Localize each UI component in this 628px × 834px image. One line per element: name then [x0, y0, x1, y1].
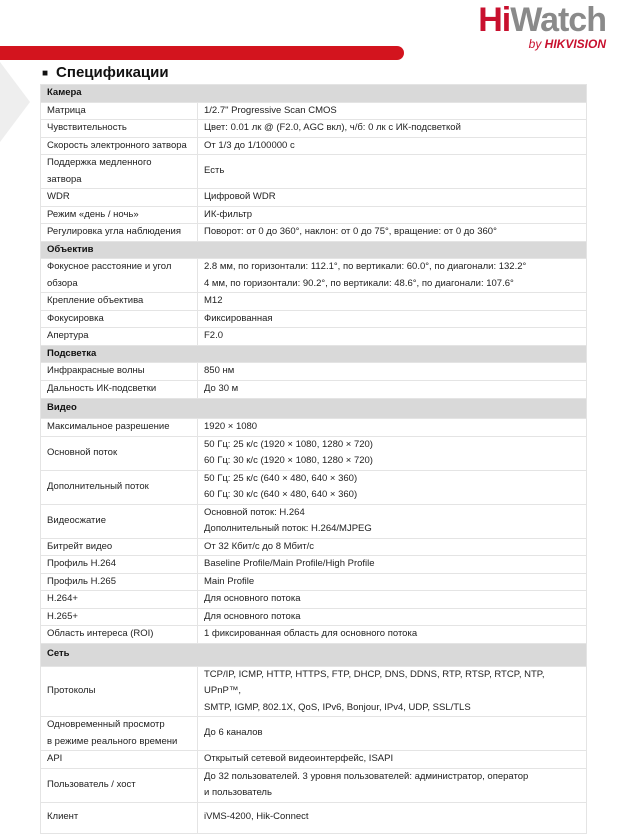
spec-name: Профиль H.264: [47, 558, 117, 569]
table-row: [41, 768, 587, 802]
spec-value-cell: [198, 538, 587, 556]
spec-value: 1/2.7" Progressive Scan CMOS: [204, 104, 337, 116]
section-title: Видео: [41, 398, 587, 418]
spec-name-cell: [41, 504, 198, 538]
table-row: [41, 591, 587, 609]
spec-value-cell: [198, 363, 587, 381]
section-header: [41, 398, 587, 418]
spec-name-cell: [41, 717, 198, 751]
spec-value-cell: [198, 328, 587, 346]
section-header: [41, 85, 587, 103]
spec-name: Фокусировка: [47, 312, 104, 324]
table-row: [41, 538, 587, 556]
spec-name: Фокусное расстояние и угол: [47, 261, 172, 272]
table-row: [41, 418, 587, 436]
spec-value: Для основного потока: [204, 593, 301, 604]
spec-value-cell: [198, 591, 587, 609]
spec-name: Дополнительный поток: [47, 480, 149, 492]
section-title: Камера: [41, 85, 587, 103]
spec-value-cell: [198, 259, 587, 293]
table-row: [41, 120, 587, 138]
watermark-shape: [0, 62, 30, 142]
spec-name: Крепление объектива: [47, 295, 144, 306]
spec-value: и пользователь: [204, 787, 272, 798]
spec-name-cell: [41, 573, 198, 591]
spec-name: H.264+: [47, 593, 78, 604]
spec-name-cell: [41, 538, 198, 556]
section-title: Объектив: [41, 241, 587, 259]
spec-value: 50 Гц: 25 к/с (640 × 480, 640 × 360): [204, 472, 358, 484]
spec-name-cell: [41, 137, 198, 155]
spec-name-cell: [41, 751, 198, 769]
spec-name-cell: [41, 380, 198, 398]
table-row: [41, 363, 587, 381]
section-header: [41, 345, 587, 363]
logo-watch: Watch: [510, 1, 606, 39]
spec-value: 2.8 мм, по горизонтали: 112.1°, по вертикали: 60.0°, по диагонали: 132.2°: [204, 261, 527, 272]
spec-name-cell: [41, 608, 198, 626]
spec-value-cell: [198, 666, 587, 717]
spec-name-cell: [41, 224, 198, 242]
table-row: [41, 155, 587, 189]
spec-value: 60 Гц: 30 к/с (640 × 480, 640 × 360): [204, 489, 358, 500]
spec-name: Область интереса (ROI): [47, 628, 154, 639]
spec-value-cell: [198, 608, 587, 626]
spec-value-cell: [198, 418, 587, 436]
spec-name-cell: [41, 310, 198, 328]
logo-hi: Hi: [478, 1, 511, 39]
table-row: [41, 328, 587, 346]
spec-value: SMTP, IGMP, 802.1X, QoS, IPv6, Bonjour, IPv4, UDP, SSL/TLS: [204, 701, 471, 713]
spec-name-cell: [41, 666, 198, 717]
spec-value-cell: [198, 556, 587, 574]
spec-name: обзора: [47, 277, 78, 289]
hiwatch-logo: [478, 2, 606, 51]
section-title: Подсветка: [41, 345, 587, 363]
spec-name: Матрица: [47, 104, 86, 116]
spec-name: WDR: [47, 191, 70, 202]
table-row: [41, 556, 587, 574]
spec-value: Открытый сетевой видеоинтерфейс, ISAPI: [204, 753, 394, 764]
spec-value: 50 Гц: 25 к/с (1920 × 1080, 1280 × 720): [204, 438, 373, 450]
spec-value-cell: [198, 717, 587, 751]
spec-value-cell: [198, 310, 587, 328]
spec-name-cell: [41, 418, 198, 436]
spec-name-cell: [41, 626, 198, 644]
logo-by: by: [528, 37, 545, 51]
table-row: [41, 573, 587, 591]
section-header: [41, 643, 587, 666]
spec-name: Основной поток: [47, 446, 118, 458]
spec-value: Для основного потока: [204, 610, 301, 622]
spec-value-cell: [198, 768, 587, 802]
spec-name-cell: [41, 293, 198, 311]
table-row: [41, 608, 587, 626]
spec-name: Инфракрасные волны: [47, 365, 145, 376]
spec-name-cell: [41, 155, 198, 189]
spec-value-cell: [198, 102, 587, 120]
table-row: [41, 224, 587, 242]
spec-value: До 6 каналов: [204, 727, 263, 739]
header-red-bar: [0, 46, 404, 60]
bullet-icon: ■: [42, 67, 49, 79]
section-header: [41, 241, 587, 259]
spec-name-cell: [41, 102, 198, 120]
spec-value: iVMS-4200, Hik-Connect: [204, 811, 309, 823]
logo-brand: HIKVISION: [544, 37, 606, 51]
table-row: [41, 380, 587, 398]
table-row: [41, 802, 587, 833]
spec-name-cell: [41, 328, 198, 346]
spec-name-cell: [41, 120, 198, 138]
spec-name: Пользователь / хост: [47, 778, 136, 790]
spec-value-cell: [198, 380, 587, 398]
spec-value: Цифровой WDR: [204, 191, 276, 202]
spec-value: Main Profile: [204, 575, 255, 587]
spec-value: TCP/IP, ICMP, HTTP, HTTPS, FTP, DHCP, DNS, DDNS, RTP, RTSP, RTCP, NTP, UPnP™,: [204, 668, 545, 696]
spec-name: Клиент: [47, 811, 79, 823]
spec-name: H.265+: [47, 610, 78, 622]
spec-value-cell: [198, 189, 587, 207]
spec-name: Скорость электронного затвора: [47, 139, 187, 151]
spec-value-cell: [198, 137, 587, 155]
spec-value-cell: [198, 155, 587, 189]
spec-value: Поворот: от 0 до 360°, наклон: от 0 до 75°, вращение: от 0 до 360°: [204, 226, 497, 237]
spec-value-cell: [198, 504, 587, 538]
table-row: [41, 751, 587, 769]
spec-name: Профиль H.265: [47, 575, 117, 587]
spec-name-cell: [41, 189, 198, 207]
spec-name: Чувствительность: [47, 122, 127, 133]
spec-name: API: [47, 753, 63, 764]
spec-name: Протоколы: [47, 685, 96, 696]
spec-name-cell: [41, 206, 198, 224]
table-row: [41, 504, 587, 538]
spec-name-cell: [41, 591, 198, 609]
spec-value: От 1/3 до 1/100000 с: [204, 139, 295, 151]
spec-value-cell: [198, 120, 587, 138]
table-row: [41, 717, 587, 751]
table-row: [41, 206, 587, 224]
spec-value: 850 нм: [204, 365, 235, 376]
spec-value-cell: [198, 206, 587, 224]
spec-name: Одновременный просмотр: [47, 719, 165, 730]
spec-value: 1 фиксированная область для основного потока: [204, 628, 418, 639]
table-row: [41, 189, 587, 207]
spec-value-cell: [198, 470, 587, 504]
page-title-text: Спецификации: [56, 64, 169, 81]
spec-name-cell: [41, 470, 198, 504]
spec-value: Фиксированная: [204, 312, 273, 324]
section-title: Сеть: [41, 643, 587, 666]
spec-table: [40, 84, 587, 834]
spec-name: затвора: [47, 173, 82, 185]
spec-value: Дополнительный поток: H.264/MJPEG: [204, 523, 372, 534]
spec-name-cell: [41, 259, 198, 293]
spec-value: F2.0: [204, 330, 224, 341]
spec-name: Поддержка медленного: [47, 157, 152, 168]
table-row: [41, 310, 587, 328]
spec-name: Видеосжатие: [47, 514, 106, 526]
spec-value: Baseline Profile/Main Profile/High Profile: [204, 558, 375, 569]
spec-value: M12: [204, 295, 223, 306]
spec-name-cell: [41, 436, 198, 470]
spec-value-cell: [198, 751, 587, 769]
spec-value: 60 Гц: 30 к/с (1920 × 1080, 1280 × 720): [204, 455, 373, 466]
table-row: [41, 137, 587, 155]
table-row: [41, 470, 587, 504]
table-row: [41, 626, 587, 644]
spec-value: 4 мм, по горизонтали: 90.2°, по вертикали: 48.6°, по диагонали: 107.6°: [204, 277, 514, 289]
spec-value: Есть: [204, 165, 225, 177]
spec-name: Битрейт видео: [47, 540, 113, 552]
spec-name-cell: [41, 556, 198, 574]
spec-value-cell: [198, 436, 587, 470]
table-row: [41, 436, 587, 470]
spec-value: Основной поток: H.264: [204, 506, 305, 518]
spec-name: Максимальное разрешение: [47, 420, 170, 432]
spec-name-cell: [41, 802, 198, 833]
spec-value: До 30 м: [204, 382, 239, 394]
spec-value: До 32 пользователей. 3 уровня пользователей: администратор, оператор: [204, 770, 529, 782]
spec-name: в режиме реального времени: [47, 735, 178, 747]
spec-name-cell: [41, 363, 198, 381]
spec-value: От 32 Кбит/с до 8 Мбит/с: [204, 540, 315, 552]
spec-name-cell: [41, 768, 198, 802]
table-row: [41, 259, 587, 293]
spec-value-cell: [198, 573, 587, 591]
table-row: [41, 102, 587, 120]
spec-value: Цвет: 0.01 лк @ (F2.0, AGC вкл), ч/б: 0 лк с ИК-подсветкой: [204, 122, 461, 133]
spec-value: 1920 × 1080: [204, 420, 258, 432]
spec-name: Режим «день / ночь»: [47, 208, 139, 220]
spec-value-cell: [198, 626, 587, 644]
table-row: [41, 293, 587, 311]
spec-value: ИК-фильтр: [204, 208, 253, 220]
table-row: [41, 666, 587, 717]
spec-value-cell: [198, 293, 587, 311]
spec-name: Регулировка угла наблюдения: [47, 226, 181, 237]
spec-name: Апертура: [47, 330, 89, 341]
spec-value-cell: [198, 224, 587, 242]
page-title: [42, 64, 169, 81]
spec-value-cell: [198, 802, 587, 833]
spec-name: Дальность ИК-подсветки: [47, 382, 157, 394]
